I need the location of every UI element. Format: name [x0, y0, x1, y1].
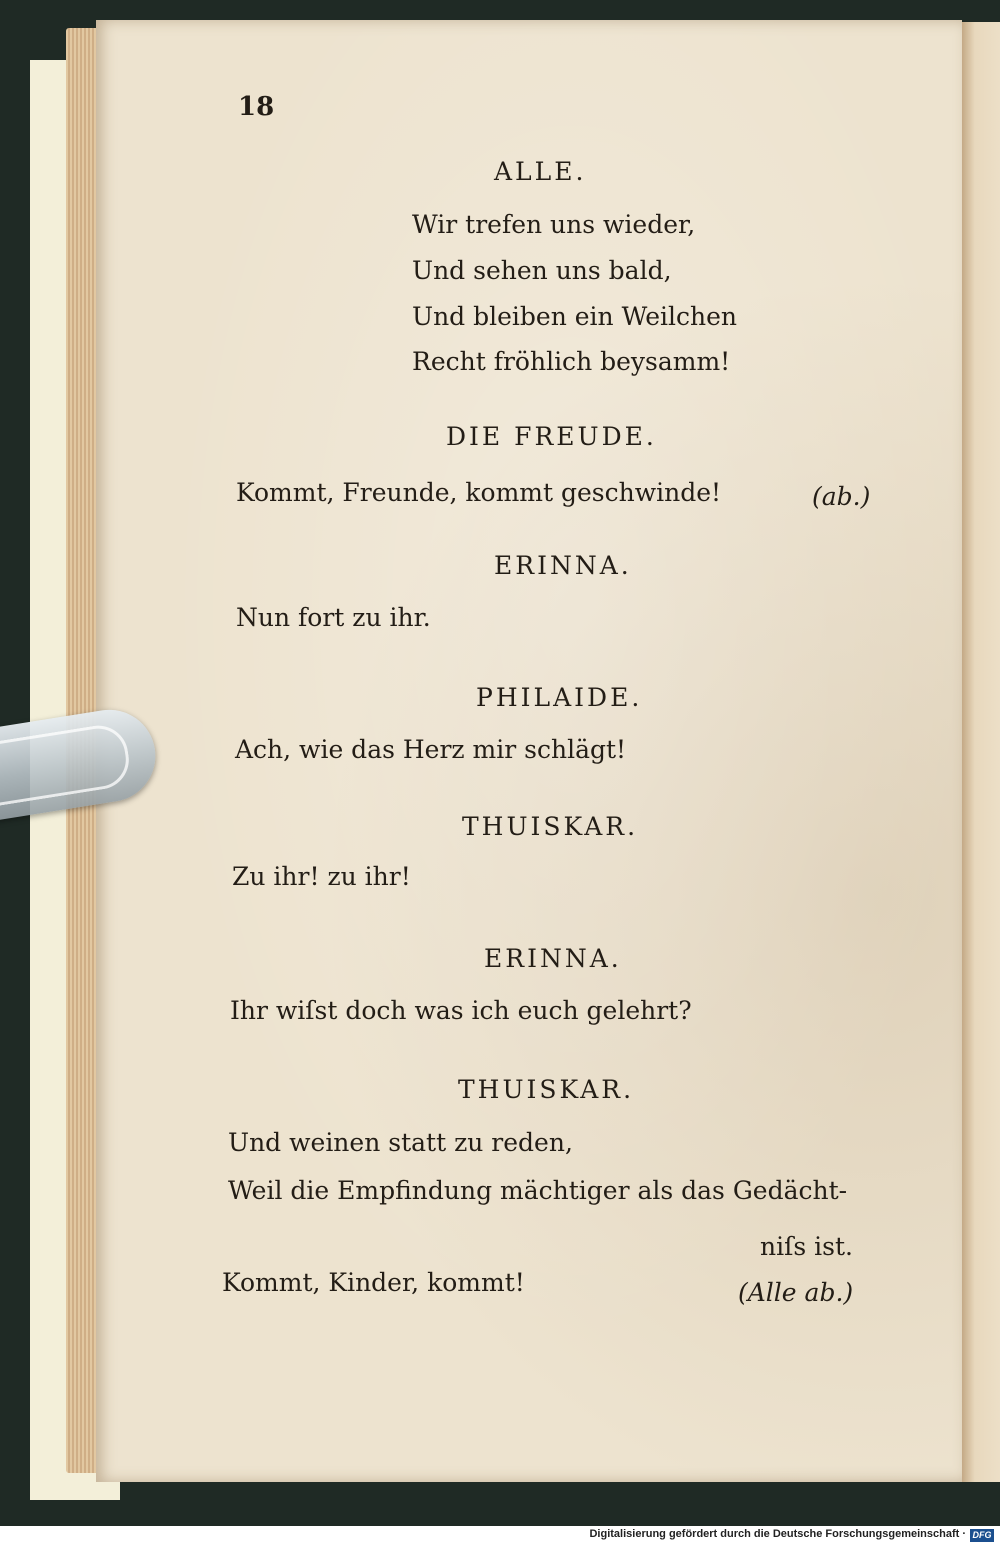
erinna-heading-1: ERINNA. [494, 551, 632, 580]
alle-heading: ALLE. [494, 157, 587, 186]
erinna-line-2: Ihr wiſst doch was ich euch gelehrt? [230, 996, 692, 1025]
alle-verse-1: Wir trefen uns wieder, [412, 210, 696, 239]
thuiskar-line-5: Kommt, Kinder, kommt! [222, 1268, 525, 1297]
thuiskar-line-1: Zu ihr! zu ihr! [232, 862, 411, 891]
alle-verse-2: Und sehen uns bald, [412, 256, 672, 285]
next-page-edge [958, 22, 1000, 1482]
alle-verse-4: Recht fröhlich beysamm! [412, 347, 731, 376]
erinna-heading-2: ERINNA. [484, 944, 622, 973]
alle-verse-3: Und bleiben ein Weilchen [412, 302, 738, 331]
thuiskar-stage-direction: (Alle ab.) [738, 1278, 854, 1307]
dfg-logo-icon: DFG [970, 1529, 994, 1542]
clip-highlight [0, 721, 133, 811]
thuiskar-line-4: niſs ist. [760, 1232, 853, 1261]
freude-line: Kommt, Freunde, kommt geschwinde! [236, 478, 722, 507]
page-number: 18 [238, 92, 275, 122]
thuiskar-heading-1: THUISKAR. [462, 812, 639, 841]
freude-stage-direction: (ab.) [812, 482, 871, 511]
erinna-line-1: Nun fort zu ihr. [236, 603, 431, 632]
footer-bar [0, 1526, 1000, 1546]
freude-heading: DIE FREUDE. [446, 422, 657, 451]
thuiskar-line-3: Weil die Empfindung mächtiger als das Gedächt- [228, 1176, 848, 1205]
philaide-heading: PHILAIDE. [476, 683, 643, 712]
footer-credit: Digitalisierung gefördert durch die Deutsche Forschungsgemeinschaft · [589, 1528, 966, 1540]
thuiskar-line-2: Und weinen statt zu reden, [228, 1128, 573, 1157]
thuiskar-heading-2: THUISKAR. [458, 1075, 635, 1104]
philaide-line: Ach, wie das Herz mir schlägt! [235, 735, 627, 764]
